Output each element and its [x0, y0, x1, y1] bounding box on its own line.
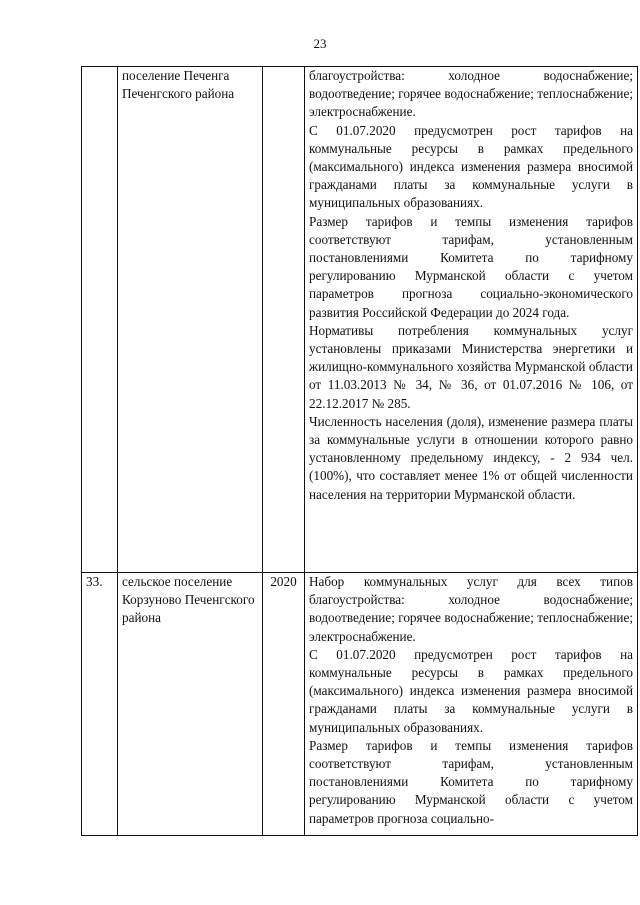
description-paragraph: Набор коммунальных услуг для всех типов благоустройства: холодное водоснабжение; водоотведение; горячее водоснабжение; теплоснабжение; электроснабжение. — [309, 574, 633, 644]
table-row — [82, 573, 638, 836]
municipal-tariff-table — [81, 66, 638, 836]
tariff-description — [305, 573, 638, 836]
description-paragraph: Нормативы потребления коммунальных услуг установлены приказами Министерства энергетики и жилищно-коммунального хозяйства Мурманской области от 11.03.2013 № 34, № 36, от 01.07.2016 № 106, от 22.12.2017 № 285. — [309, 322, 633, 411]
description-paragraph: С 01.07.2020 предусмотрен рост тарифов на коммунальные ресурсы в рамках предельного (максимального) индекса изменения размера вносимой гражданами платы за коммунальные услуги в муниципальных образованиях. — [309, 646, 633, 735]
municipality-name: сельское поселение Корзуново Печенгского района — [118, 573, 263, 836]
description-paragraph: С 01.07.2020 предусмотрен рост тарифов на коммунальные ресурсы в рамках предельного (максимального) индекса изменения размера вносимой гражданами платы за коммунальные услуги в муниципальных образованиях. — [309, 122, 633, 211]
description-paragraph: Размер тарифов и темпы изменения тарифов соответствуют тарифам, установленным постановлениями Комитета по тарифному регулированию Мурманской области с учетом параметров прогноза социально-экономического развития Российской Федерации до 2024 года. — [309, 213, 633, 320]
table-row — [82, 67, 638, 573]
description-paragraph: Размер тарифов и темпы изменения тарифов соответствуют тарифам, установленным постановлениями Комитета по тарифному регулированию Мурманской области с учетом параметров прогноза социально- — [309, 737, 633, 826]
description-paragraph: Численность населения (доля), изменение размера платы за коммунальные услуги в отношении которого равно установленному предельному индексу, - 2 934 чел. (100%), что составляет менее 1% от общей численности населения на территории Мурманской области. — [309, 413, 633, 502]
page-number: 23 — [313, 36, 327, 51]
row-number — [82, 67, 118, 573]
row-year — [263, 67, 305, 573]
description-paragraph: благоустройства: холодное водоснабжение; водоотведение; горячее водоснабжение; теплоснабжение; электроснабжение. — [309, 68, 633, 120]
tariff-description — [305, 67, 638, 573]
municipality-name: поселение Печенга Печенгского района — [118, 67, 263, 573]
row-number: 33. — [82, 573, 118, 836]
row-year: 2020 — [263, 573, 305, 836]
